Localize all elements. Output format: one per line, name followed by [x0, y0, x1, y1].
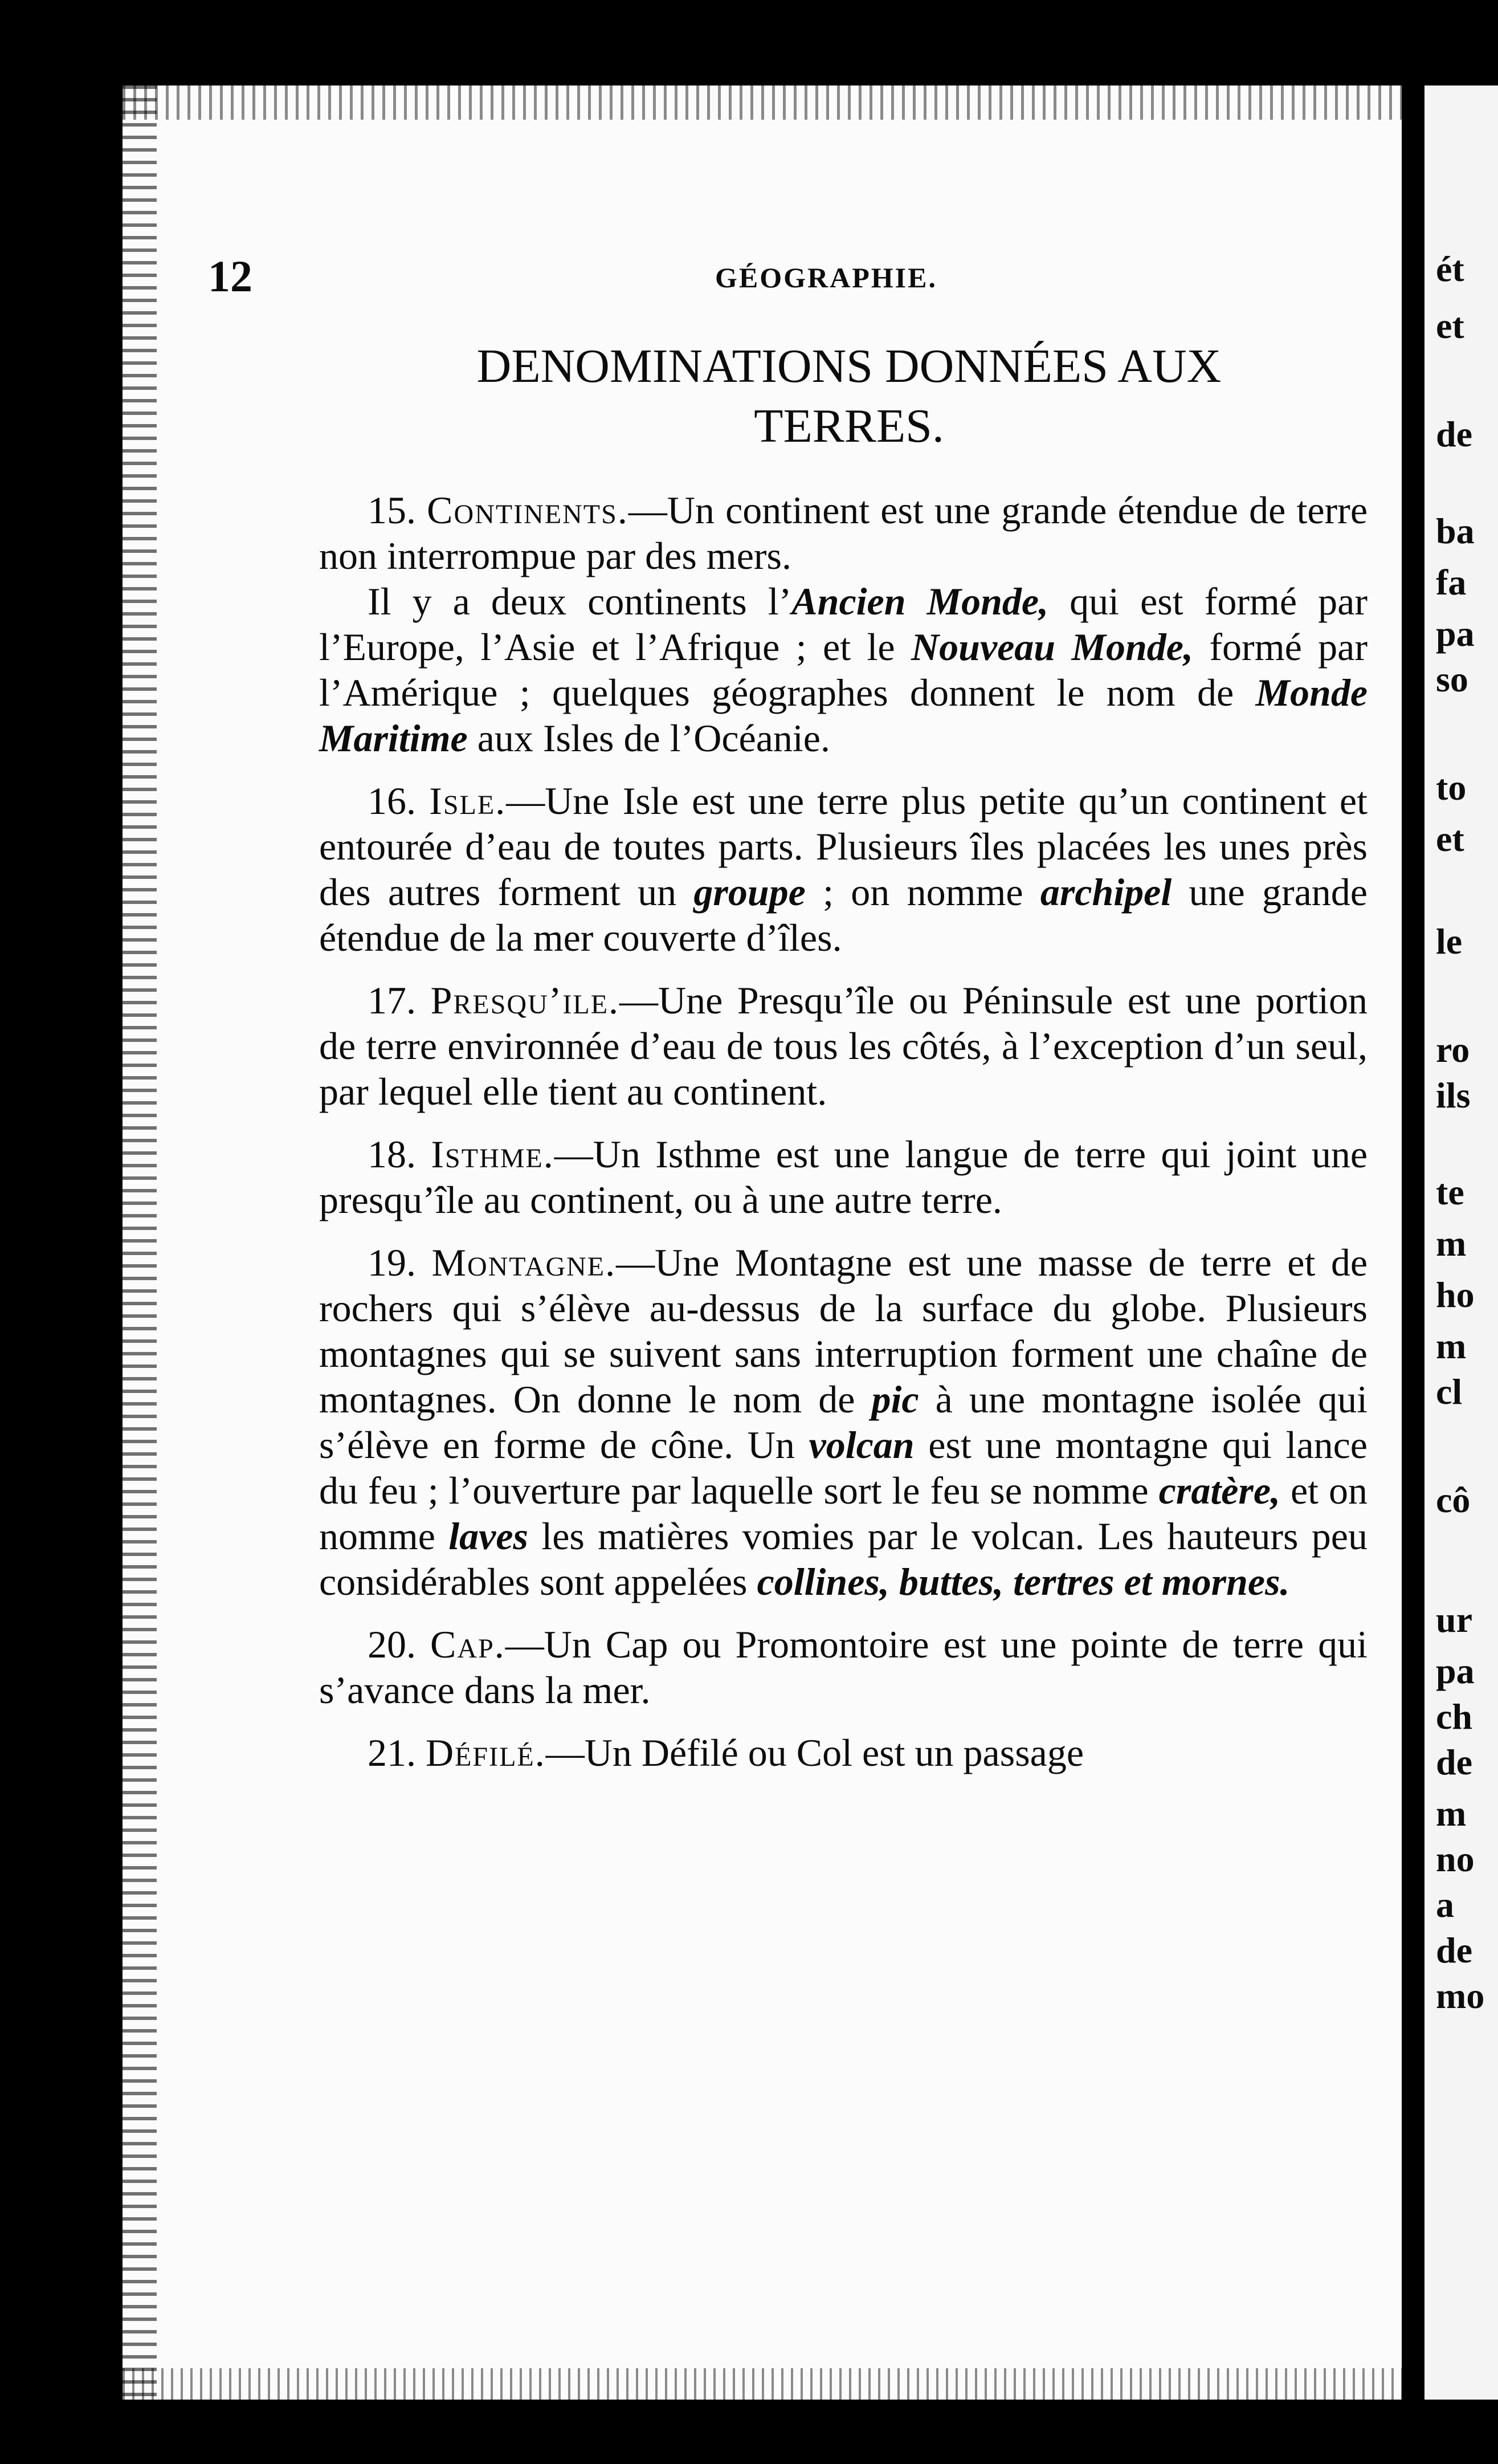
facing-page-fragment: no — [1436, 1839, 1475, 1879]
facing-page-fragment: pa — [1436, 1651, 1475, 1691]
facing-page-fragment: pa — [1436, 613, 1475, 654]
paragraph-text: les matières vomies par le volcan. Les hauteurs peu considérables sont appelées — [319, 1514, 1368, 1603]
facing-page-fragment: et — [1436, 306, 1464, 346]
italic-term: volcan — [809, 1423, 915, 1467]
paragraph-number: 17. — [368, 979, 431, 1022]
facing-page-fragment: de — [1436, 414, 1472, 454]
section-heading-line-2: TERRES. — [754, 400, 944, 453]
page-edge-bottom — [123, 2368, 1402, 2400]
paragraph-term: Isthme. — [431, 1133, 554, 1176]
paragraph-text: —Une Isle est une terre plus petite qu’un continent et entourée d’eau de toutes parts. Plusieurs îles placées les unes près des autres forment un — [319, 779, 1368, 914]
running-title: GÉOGRAPHIE. — [715, 262, 937, 294]
paragraph — [319, 1622, 1368, 1713]
paragraph-text: est une montagne qui lance du feu ; l’ouverture par laquelle sort le feu se nomme — [319, 1423, 1368, 1512]
paragraph-term: Cap. — [430, 1623, 505, 1666]
paragraph-text: —Un Cap ou Promontoire est une pointe de terre qui s’avance dans la mer. — [319, 1623, 1368, 1712]
facing-page-fragment: ét — [1436, 249, 1464, 289]
facing-page-fragment: m — [1436, 1326, 1467, 1366]
paragraph-text: Il y a deux continents l’ — [368, 580, 792, 623]
italic-term: Nouveau Monde, — [911, 625, 1193, 669]
paragraph-text: ; on nomme — [805, 870, 1040, 914]
facing-page-fragment: de — [1436, 1930, 1472, 1970]
paragraph-term: Continents. — [427, 488, 628, 532]
italic-term: groupe — [693, 870, 806, 914]
page-edge-top — [123, 85, 1402, 120]
facing-page-fragment: ur — [1436, 1599, 1472, 1640]
facing-page-fragment: m — [1436, 1793, 1467, 1834]
page-edge-left — [123, 85, 157, 2400]
facing-page-fragment: ch — [1436, 1696, 1472, 1737]
facing-page-fragment: ils — [1436, 1075, 1471, 1115]
paragraph-number: 15. — [368, 488, 427, 532]
paragraph-number: 21. — [368, 1731, 426, 1774]
facing-page-fragment: ba — [1436, 511, 1475, 551]
paragraph-text: qui est formé par l’Europe, l’Asie et l’Afrique ; et le — [319, 580, 1368, 669]
italic-term: archipel — [1040, 870, 1172, 914]
paragraph-text: aux Isles de l’Océanie. — [467, 716, 830, 760]
paragraph-text: —Un Défilé ou Col est un passage — [545, 1731, 1084, 1774]
italic-term: laves — [448, 1514, 528, 1558]
paragraph-term: Presqu’ile. — [430, 979, 620, 1022]
paragraph-text: à une montagne isolée qui s’élève en forme de cône. Un — [319, 1378, 1368, 1467]
paragraph — [319, 579, 1368, 761]
paragraph-term: Isle. — [429, 779, 507, 822]
facing-page-fragment: a — [1436, 1884, 1454, 1925]
facing-page-fragment: m — [1436, 1223, 1467, 1264]
paragraph-term: Défilé. — [426, 1731, 546, 1774]
italic-term: pic — [871, 1378, 919, 1421]
paragraph-text: —Une Presqu’île ou Péninsule est une portion de terre environnée d’eau de tous les côtés, à l’exception d’un seul, par lequel elle tient au continent. — [319, 979, 1368, 1113]
body-text — [319, 487, 1368, 1793]
paragraph — [319, 978, 1368, 1114]
paragraph-text: formé par l’Amérique ; quelques géographes donnent le nom de — [319, 625, 1368, 714]
paragraph-number: 20. — [368, 1623, 431, 1666]
facing-page-strip — [1424, 85, 1498, 2400]
section-heading-line-1: DENOMINATIONS DONNÉES AUX — [476, 340, 1222, 393]
italic-term: cratère, — [1158, 1469, 1281, 1512]
facing-page-fragment: ho — [1436, 1274, 1475, 1315]
facing-page-fragment: so — [1436, 659, 1468, 699]
running-head — [208, 251, 1365, 308]
facing-page-fragment: fa — [1436, 562, 1467, 602]
paragraph-text: —Une Montagne est une masse de terre et de rochers qui s’élève au-dessus de la surface du globe. Plusieurs montagnes qui se suivent sans interruption forment une chaîne de montagnes. On donne le nom de — [319, 1241, 1368, 1421]
facing-page-fragment: le — [1436, 921, 1463, 962]
facing-page-fragment: ro — [1436, 1029, 1470, 1070]
paragraph-text: —Un continent est une grande étendue de terre non interrompue par des mers. — [319, 488, 1368, 577]
facing-page-fragment: et — [1436, 818, 1464, 859]
italic-term: Ancien Monde, — [791, 580, 1049, 623]
paragraph-term: Montagne. — [431, 1241, 617, 1284]
paragraph-number: 16. — [368, 779, 430, 822]
facing-page-fragment: te — [1436, 1172, 1464, 1212]
paragraph — [319, 1240, 1368, 1604]
paragraph-number: 19. — [368, 1241, 432, 1284]
facing-page-fragment: to — [1436, 767, 1467, 808]
section-heading — [319, 336, 1379, 456]
paragraph-number: 18. — [368, 1133, 431, 1176]
paragraph — [319, 778, 1368, 960]
paragraph — [319, 1131, 1368, 1223]
facing-page-fragment: cô — [1436, 1480, 1471, 1520]
facing-page-fragment: mo — [1436, 1976, 1485, 2016]
paragraph-text: une grande étendue de la mer couverte d’îles. — [319, 870, 1368, 959]
facing-page-fragment: cl — [1436, 1371, 1463, 1412]
facing-page-fragment: de — [1436, 1742, 1472, 1782]
italic-term: Monde Maritime — [319, 671, 1368, 760]
italic-term: collines, buttes, tertres et mornes. — [757, 1560, 1290, 1603]
page-number: 12 — [208, 251, 252, 301]
paragraph-text: —Un Isthme est une langue de terre qui joint une presqu’île au continent, ou à une autre terre. — [319, 1133, 1368, 1221]
paragraph — [319, 1730, 1368, 1775]
paragraph — [319, 487, 1368, 579]
paragraph-text: et on nomme — [319, 1469, 1368, 1558]
